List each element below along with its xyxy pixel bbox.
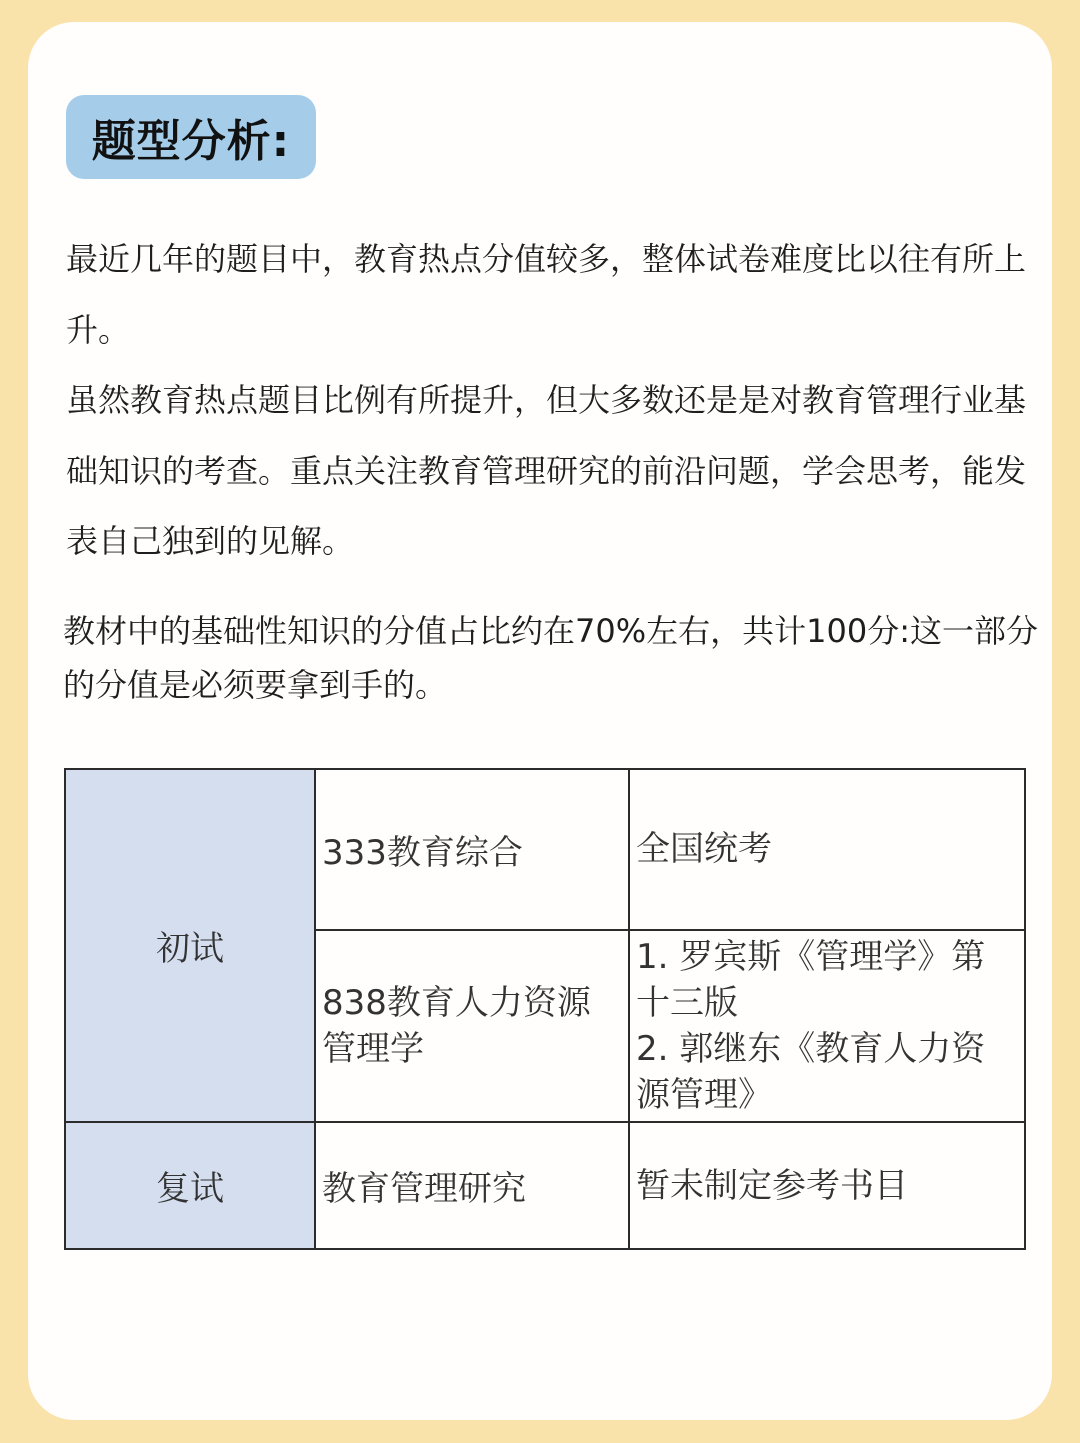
reference-cell: 全国统考 bbox=[629, 769, 1025, 930]
section-title-badge bbox=[66, 95, 316, 179]
course-cell: 333教育综合 bbox=[315, 769, 629, 930]
stage-preliminary: 初试 bbox=[65, 769, 315, 1122]
exam-reference-table bbox=[64, 768, 1026, 1250]
reference-cell bbox=[629, 930, 1025, 1123]
reference-cell: 暂未制定参考书目 bbox=[629, 1122, 1025, 1249]
course-cell: 教育管理研究 bbox=[315, 1122, 629, 1249]
reference-line: 1. 罗宾斯《管理学》第十三版 bbox=[636, 937, 986, 1024]
table-row bbox=[65, 1122, 1025, 1249]
paragraph-focus: 虽然教育热点题目比例有所提升，但大多数还是是对教育管理行业基础知识的考查。重点关注教育管理研究的前沿问题，学会思考，能发表自己独到的见解。 bbox=[66, 381, 1027, 560]
table-row bbox=[65, 769, 1025, 930]
paragraph-trend: 最近几年的题目中，教育热点分值较多，整体试卷难度比以往有所上升。 bbox=[66, 240, 1027, 349]
stage-retest: 复试 bbox=[65, 1122, 315, 1249]
reference-line: 2. 郭继东《教育人力资源管理》 bbox=[636, 1029, 986, 1116]
course-cell: 838教育人力资源管理学 bbox=[315, 930, 629, 1123]
intro-text bbox=[66, 224, 1026, 577]
score-note: 教材中的基础性知识的分值占比约在70%左右，共计100分:这一部分的分值是必须要拿到手的。 bbox=[63, 612, 1038, 704]
section-title: 题型分析: bbox=[91, 116, 291, 167]
